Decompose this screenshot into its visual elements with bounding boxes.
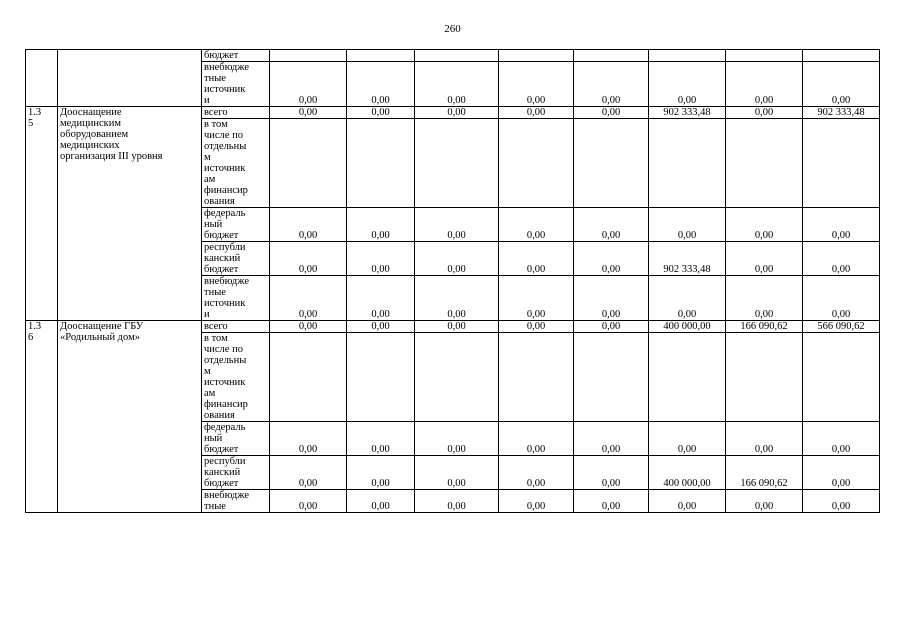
value-cell	[574, 119, 649, 208]
funding-source-cell	[202, 242, 270, 276]
value-cell: 166 090,62	[726, 456, 803, 490]
funding-source-cell	[202, 119, 270, 208]
funding-source-cell-line: внебюдже	[204, 490, 250, 501]
item-number-cell-line: 1.3	[28, 107, 42, 118]
funding-source-cell-line: финансир	[204, 185, 248, 196]
funding-source-cell-line: республи	[204, 242, 246, 253]
value-cell: 902 333,48	[649, 107, 726, 119]
value-cell	[415, 119, 499, 208]
value-cell: 0,00	[347, 276, 415, 321]
item-name-cell-line: медицинским	[60, 118, 122, 129]
value-cell: 0,00	[499, 276, 574, 321]
item-number-cell-line: 1.3	[28, 321, 42, 332]
value-cell	[347, 50, 415, 62]
funding-source-cell-line: внебюдже	[204, 62, 250, 73]
item-name-cell-line: оборудованием	[60, 129, 129, 140]
value-cell: 0,00	[347, 321, 415, 333]
funding-source-cell	[202, 422, 270, 456]
funding-source-cell-line: ный	[204, 219, 223, 230]
value-cell	[499, 119, 574, 208]
funding-source-cell-line: всего	[204, 107, 228, 118]
value-cell: 0,00	[347, 242, 415, 276]
value-cell: 0,00	[499, 242, 574, 276]
page-number: 260	[444, 23, 461, 35]
value-cell: 0,00	[347, 62, 415, 107]
value-cell: 0,00	[726, 62, 803, 107]
value-cell	[803, 50, 880, 62]
value-cell: 0,00	[415, 208, 499, 242]
value-cell: 0,00	[574, 62, 649, 107]
value-cell: 0,00	[499, 456, 574, 490]
value-cell	[270, 119, 347, 208]
value-cell: 0,00	[803, 490, 880, 513]
value-cell: 400 000,00	[649, 456, 726, 490]
table-row	[26, 50, 880, 62]
value-cell: 0,00	[499, 422, 574, 456]
value-cell	[415, 333, 499, 422]
funding-source-cell-line: канский	[204, 253, 241, 264]
value-cell: 0,00	[415, 276, 499, 321]
funding-source-cell-line: тные	[204, 73, 226, 84]
funding-source-cell-line: ам	[204, 388, 216, 399]
funding-source-cell	[202, 50, 270, 62]
funding-source-cell-line: всего	[204, 321, 228, 332]
funding-source-cell-line: и	[204, 309, 210, 320]
funding-source-cell-line: и	[204, 95, 210, 106]
value-cell	[803, 119, 880, 208]
funding-source-cell-line: бюджет	[204, 478, 239, 489]
value-cell: 0,00	[726, 490, 803, 513]
funding-source-cell-line: тные	[204, 287, 226, 298]
funding-source-cell-line: числе по	[204, 130, 243, 141]
value-cell: 0,00	[270, 242, 347, 276]
funding-source-cell-line: в том	[204, 333, 228, 344]
value-cell: 0,00	[803, 208, 880, 242]
value-cell: 0,00	[270, 321, 347, 333]
funding-source-cell-line: м	[204, 366, 211, 377]
value-cell: 0,00	[415, 490, 499, 513]
funding-source-cell-line: канский	[204, 467, 241, 478]
value-cell: 0,00	[726, 276, 803, 321]
item-name-cell-line: Дооснащение ГБУ	[60, 321, 144, 332]
value-cell: 0,00	[270, 422, 347, 456]
value-cell: 0,00	[347, 422, 415, 456]
value-cell: 0,00	[726, 107, 803, 119]
funding-source-cell-line: числе по	[204, 344, 243, 355]
funding-source-cell-line: бюджет	[204, 50, 239, 61]
funding-source-cell	[202, 62, 270, 107]
value-cell	[726, 333, 803, 422]
table-row	[26, 321, 880, 333]
funding-source-cell	[202, 107, 270, 119]
value-cell: 0,00	[499, 321, 574, 333]
funding-source-cell	[202, 490, 270, 513]
value-cell: 0,00	[574, 242, 649, 276]
value-cell: 0,00	[499, 490, 574, 513]
funding-source-cell-line: ный	[204, 433, 223, 444]
value-cell: 0,00	[803, 62, 880, 107]
budget-table	[25, 49, 880, 513]
value-cell: 0,00	[803, 276, 880, 321]
item-name-cell-line: медицинских	[60, 140, 120, 151]
value-cell: 902 333,48	[803, 107, 880, 119]
item-name-cell-line: организация III уровня	[60, 151, 163, 162]
value-cell: 0,00	[726, 242, 803, 276]
item-name-cell	[58, 107, 202, 321]
value-cell	[649, 333, 726, 422]
value-cell: 0,00	[347, 208, 415, 242]
table-row	[26, 107, 880, 119]
value-cell: 0,00	[574, 490, 649, 513]
funding-source-cell-line: федераль	[204, 208, 246, 219]
value-cell: 0,00	[270, 276, 347, 321]
funding-source-cell-line: ования	[204, 196, 235, 207]
value-cell: 0,00	[574, 321, 649, 333]
value-cell	[270, 333, 347, 422]
value-cell	[726, 50, 803, 62]
value-cell	[726, 119, 803, 208]
value-cell: 0,00	[649, 276, 726, 321]
item-name-cell	[58, 50, 202, 107]
value-cell	[803, 333, 880, 422]
value-cell: 0,00	[415, 321, 499, 333]
value-cell	[347, 333, 415, 422]
value-cell	[649, 50, 726, 62]
funding-source-cell-line: бюджет	[204, 230, 239, 241]
item-number-cell-line: 6	[28, 332, 34, 343]
value-cell: 0,00	[499, 107, 574, 119]
value-cell: 0,00	[347, 490, 415, 513]
funding-source-cell	[202, 321, 270, 333]
funding-source-cell-line: ам	[204, 174, 216, 185]
funding-source-cell	[202, 333, 270, 422]
value-cell: 0,00	[649, 208, 726, 242]
item-number-cell-line: 5	[28, 118, 34, 129]
value-cell	[574, 50, 649, 62]
item-name-cell-line: «Родильный дом»	[60, 332, 140, 343]
value-cell	[499, 50, 574, 62]
value-cell: 0,00	[726, 422, 803, 456]
value-cell: 0,00	[415, 62, 499, 107]
value-cell: 0,00	[499, 62, 574, 107]
value-cell: 0,00	[574, 456, 649, 490]
funding-source-cell-line: отдельны	[204, 355, 247, 366]
value-cell: 0,00	[270, 62, 347, 107]
value-cell	[574, 333, 649, 422]
value-cell: 166 090,62	[726, 321, 803, 333]
funding-source-cell-line: бюджет	[204, 444, 239, 455]
value-cell	[270, 50, 347, 62]
value-cell: 0,00	[803, 456, 880, 490]
value-cell: 0,00	[574, 422, 649, 456]
value-cell: 566 090,62	[803, 321, 880, 333]
funding-source-cell-line: в том	[204, 119, 228, 130]
value-cell: 0,00	[803, 422, 880, 456]
funding-source-cell-line: источник	[204, 298, 246, 309]
funding-source-cell-line: ования	[204, 410, 235, 421]
funding-source-cell-line: отдельны	[204, 141, 247, 152]
funding-source-cell-line: бюджет	[204, 264, 239, 275]
value-cell: 0,00	[726, 208, 803, 242]
item-number-cell	[26, 107, 58, 321]
value-cell: 0,00	[347, 456, 415, 490]
item-number-cell	[26, 321, 58, 513]
value-cell: 400 000,00	[649, 321, 726, 333]
value-cell: 0,00	[803, 242, 880, 276]
funding-source-cell	[202, 276, 270, 321]
value-cell: 902 333,48	[649, 242, 726, 276]
funding-source-cell-line: федераль	[204, 422, 246, 433]
item-name-cell-line: Дооснащение	[60, 107, 122, 118]
funding-source-cell-line: источник	[204, 163, 246, 174]
value-cell: 0,00	[649, 422, 726, 456]
value-cell: 0,00	[270, 490, 347, 513]
funding-source-cell-line: внебюдже	[204, 276, 250, 287]
value-cell: 0,00	[574, 208, 649, 242]
value-cell: 0,00	[574, 276, 649, 321]
funding-source-cell-line: источник	[204, 377, 246, 388]
value-cell: 0,00	[415, 107, 499, 119]
funding-source-cell-line: источник	[204, 84, 246, 95]
value-cell	[649, 119, 726, 208]
value-cell	[347, 119, 415, 208]
funding-source-cell	[202, 456, 270, 490]
value-cell: 0,00	[574, 107, 649, 119]
funding-source-cell	[202, 208, 270, 242]
funding-source-cell-line: финансир	[204, 399, 248, 410]
funding-source-cell-line: тные	[204, 501, 226, 512]
value-cell: 0,00	[415, 242, 499, 276]
funding-source-cell-line: республи	[204, 456, 246, 467]
value-cell: 0,00	[649, 62, 726, 107]
value-cell: 0,00	[347, 107, 415, 119]
value-cell: 0,00	[499, 208, 574, 242]
value-cell: 0,00	[415, 456, 499, 490]
funding-source-cell-line: м	[204, 152, 211, 163]
value-cell: 0,00	[270, 208, 347, 242]
item-number-cell	[26, 50, 58, 107]
item-name-cell	[58, 321, 202, 513]
value-cell: 0,00	[415, 422, 499, 456]
value-cell: 0,00	[270, 107, 347, 119]
value-cell: 0,00	[649, 490, 726, 513]
value-cell	[499, 333, 574, 422]
value-cell: 0,00	[270, 456, 347, 490]
value-cell	[415, 50, 499, 62]
